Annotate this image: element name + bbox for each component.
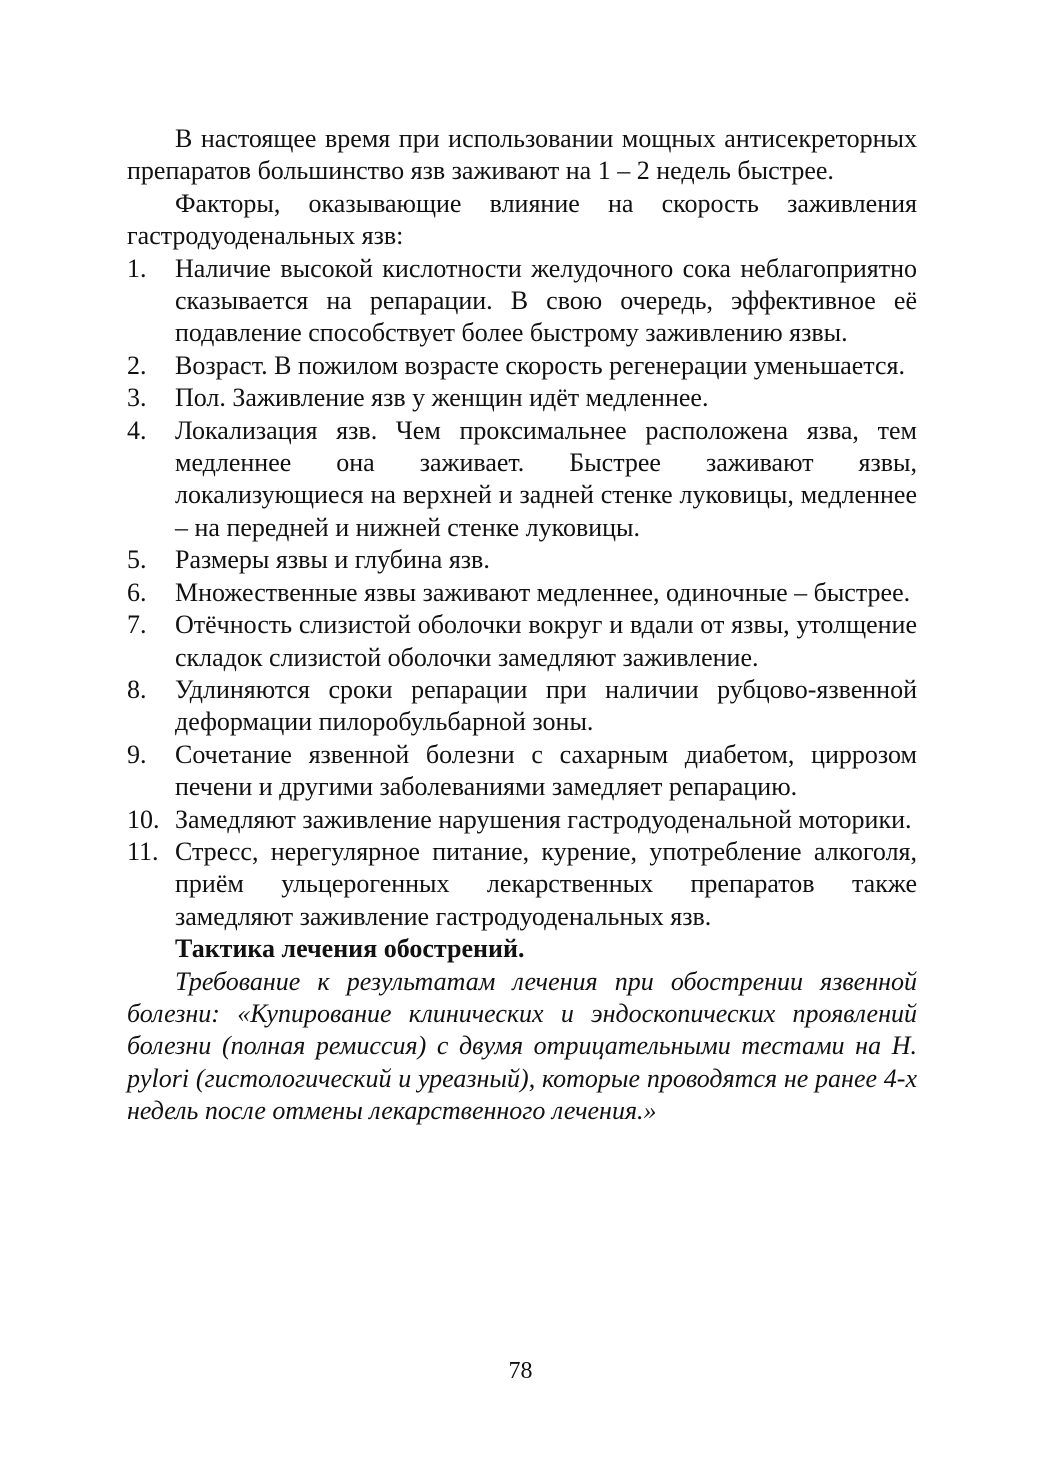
list-item-text: Локализация язв. Чем проксимальнее расположена язва, тем медленнее она заживает. Быстрее заживают язвы, локализующиеся на верхней и задней стенке луковицы, медленнее – на передней и нижней стенке луковицы. (175, 415, 917, 542)
list-item-number: 3. (127, 383, 147, 413)
list-item-text: Наличие высокой кислотности желудочного сока неблагоприятно сказывается на репарации. В свою очередь, эффективное её подавление способствует более быстрому заживлению язвы. (175, 253, 917, 348)
list-item-text: Удлиняются сроки репарации при наличии рубцово-язвенной деформации пилоробульбарной зоны. (175, 674, 917, 737)
list-item-number: 11. (127, 836, 159, 866)
list-item (127, 544, 917, 576)
list-item-number: 4. (127, 415, 147, 445)
list-item-number: 2. (127, 350, 147, 380)
list-item-text: Сочетание язвенной болезни с сахарным диабетом, циррозом печени и другими заболеваниями замедляет репарацию. (175, 739, 917, 802)
section-heading: Тактика лечения обострений. (175, 934, 525, 964)
factors-intro-paragraph: Факторы, оказывающие влияние на скорость заживления гастродуоденальных язв: (127, 188, 917, 251)
list-item (127, 350, 917, 382)
list-item-text: Отёчность слизистой оболочки вокруг и вдали от язвы, утолщение складок слизистой оболочки замедляют заживление. (175, 610, 917, 672)
list-item-text: Стресс, нерегулярное питание, курение, употребление алкоголя, приём ульцерогенных лекарственных препаратов также замедляют заживление гастродуоденальных язв. (175, 836, 917, 931)
factors-list (127, 253, 917, 934)
list-item (127, 804, 917, 836)
list-item-number: 5. (127, 545, 147, 575)
list-item (127, 674, 917, 739)
list-item-number: 10. (127, 804, 160, 834)
list-item-text: Множественные язвы заживают медленнее, одиночные – быстрее. (175, 577, 911, 607)
list-item (127, 836, 917, 933)
list-item (127, 253, 917, 350)
list-item-text: Размеры язвы и глубина язв. (175, 545, 490, 575)
list-item (127, 739, 917, 804)
list-item-text: Замедляют заживление нарушения гастродуоденальной моторики. (175, 804, 912, 834)
list-item (127, 415, 917, 545)
intro-paragraph: В настоящее время при использовании мощных антисекреторных препаратов большинство язв заживают на 1 – 2 недель быстрее. (127, 124, 917, 186)
list-item-number: 7. (127, 610, 147, 640)
list-item-number: 1. (127, 253, 147, 283)
page-number: 78 (508, 1358, 533, 1384)
list-item-number: 9. (127, 739, 147, 769)
list-item-text: Пол. Заживление язв у женщин идёт медленнее. (175, 383, 709, 413)
list-item (127, 577, 917, 609)
page-body (127, 123, 917, 1128)
list-item-number: 8. (127, 674, 147, 704)
list-item-number: 6. (127, 577, 147, 607)
treatment-requirement-quote: Требование к результатам лечения при обострении язвенной болезни: «Купирование клинических и эндоскопических проявлений болезни (полная ремиссия) с двумя отрицательными тестами на H. pylori (гистологический и уреазный), которые проводятся не ранее 4-х недель после отмены лекарственного лечения.» (127, 966, 917, 1126)
list-item (127, 382, 917, 414)
list-item (127, 609, 917, 674)
list-item-text: Возраст. В пожилом возрасте скорость регенерации уменьшается. (175, 350, 905, 380)
